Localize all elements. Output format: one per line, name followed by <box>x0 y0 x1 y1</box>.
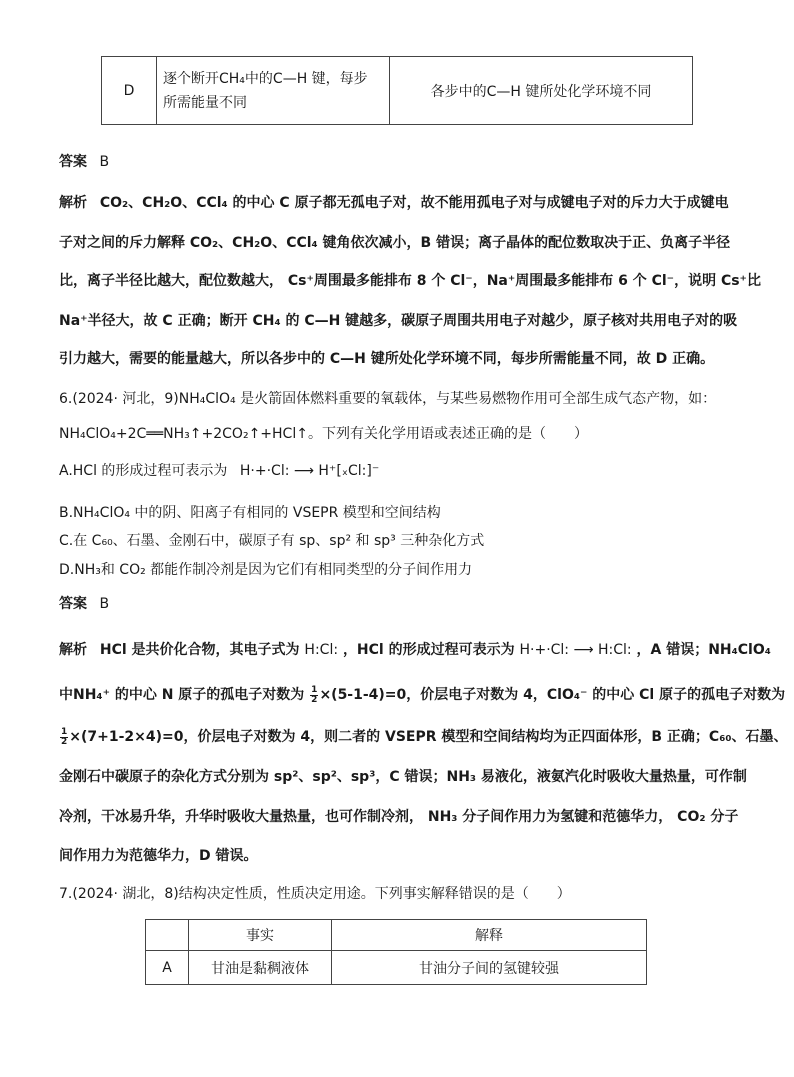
fraction: $\frac{1}{2}$ <box>61 726 68 747</box>
row-label: A <box>146 951 189 985</box>
table-header-row <box>146 920 647 951</box>
q6-analysis-line-1: 解析 HCl 是共价化合物，其电子式为 H:Cl: ，HCl 的形成过程可表示为 H·+·Cl: ⟶ H:Cl: ，A 错误；NH₄ClO₄ <box>59 642 771 658</box>
analysis-label: 解析 <box>59 642 87 658</box>
q7-stem: 7.(2024· 湖北，8)结构决定性质，性质决定用途。下列事实解释错误的是（ ） <box>59 886 571 902</box>
q6-stem-line-1: 6.(2024· 河北，9)NH₄ClO₄ 是火箭固体燃料重要的氧载体，与某些易燃物作用可全部生成气态产物，如： <box>59 391 717 407</box>
q6-option-d: D.NH₃和 CO₂ 都能作制冷剂是因为它们有相同类型的分子间作用力 <box>59 562 473 578</box>
q6-analysis-line-4: 金刚石中碳原子的杂化方式分别为 sp²、sp²、sp³，C 错误；NH₃ 易液化，液氨汽化时吸收大量热量，可作制 <box>59 769 747 785</box>
q7-table <box>145 919 647 985</box>
fact-line-2: 所需能量不同 <box>163 94 247 111</box>
answer-value: B <box>99 154 110 170</box>
q6-option-a: A.HCl 的形成过程可表示为 H·+·Cl: ⟶ H⁺[ₓCl:]⁻ <box>59 463 380 479</box>
q6-analysis-line-3: $\frac{1}{2}$ ×(7+1-2×4)=0，价层电子对数为 4，则二者的 VSEPR 模型和空间结构均为正四面体形，B 正确；C₆₀、石墨、 <box>61 726 788 747</box>
q5-answer <box>59 152 109 172</box>
q6-answer <box>59 594 109 614</box>
row-fact: 甘油是黏稠液体 <box>189 951 332 985</box>
formation-formula: H·+·Cl: ⟶ H:Cl: <box>519 642 632 658</box>
table-row <box>146 951 647 985</box>
row-explanation: 甘油分子间的氢键较强 <box>332 951 647 985</box>
header-explanation: 解释 <box>332 920 647 951</box>
answer-label: 答案 <box>59 154 87 170</box>
fraction: $\frac{1}{2}$ <box>311 684 318 705</box>
fact-line-1: 逐个断开CH₄中的C—H 键，每步 <box>163 70 368 87</box>
table-row <box>102 57 693 125</box>
electron-formula: H:Cl: <box>304 642 339 658</box>
q5-analysis-line-5: 引力越大，需要的能量越大，所以各步中的 C—H 键所处化学环境不同，每步所需能量不同，故 D 正确。 <box>59 351 715 367</box>
top-table <box>101 56 693 125</box>
q6-option-b: B.NH₄ClO₄ 中的阴、阳离子有相同的 VSEPR 模型和空间结构 <box>59 505 441 521</box>
q6-stem-line-2: NH₄ClO₄+2C══NH₃↑+2CO₂↑+HCl↑。下列有关化学用语或表述正确的是（ ） <box>59 426 588 442</box>
q6-analysis-line-5: 冷剂，干冰易升华，升华时吸收大量热量，也可作制冷剂， NH₃ 分子间作用力为氢键和范德华力， CO₂ 分子 <box>59 809 739 825</box>
q6-analysis-line-2: 中NH₄⁺ 的中心 N 原子的孤电子对数为 $\frac{1}{2}$ ×(5-1-4)=0，价层电子对数为 4，ClO₄⁻ 的中心 Cl 原子的孤电子对数为 <box>59 684 786 705</box>
q5-analysis-line-1: 解析 CO₂、CH₂O、CCl₄ 的中心 C 原子都无孤电子对，故不能用孤电子对与成键电子对的斥力大于成键电 <box>59 195 729 211</box>
q6-analysis-line-6: 间作用力为范德华力，D 错误。 <box>59 848 258 864</box>
answer-label: 答案 <box>59 596 87 612</box>
q5-analysis-line-4: Na⁺半径大，故 C 正确；断开 CH₄ 的 C—H 键越多，碳原子周围共用电子对越少，原子核对共用电子对的吸 <box>59 313 738 329</box>
fact-cell <box>157 57 390 125</box>
explanation-cell: 各步中的C—H 键所处化学环境不同 <box>390 57 693 125</box>
q5-analysis-line-3: 比，离子半径比越大，配位数越大， Cs⁺周围最多能排布 8 个 Cl⁻，Na⁺周围最多能排布 6 个 Cl⁻，说明 Cs⁺比 <box>59 273 761 289</box>
row-label: D <box>102 57 157 125</box>
answer-value: B <box>99 596 110 612</box>
q5-analysis-line-2: 子对之间的斥力解释 CO₂、CH₂O、CCl₄ 键角依次减小，B 错误；离子晶体的配位数取决于正、负离子半径 <box>59 235 731 251</box>
header-fact: 事实 <box>189 920 332 951</box>
electron-formula: H·+·Cl: ⟶ H⁺[ₓCl:]⁻ <box>239 463 380 479</box>
analysis-label: 解析 <box>59 195 87 211</box>
q6-option-c: C.在 C₆₀、石墨、金刚石中，碳原子有 sp、sp² 和 sp³ 三种杂化方式 <box>59 533 485 549</box>
